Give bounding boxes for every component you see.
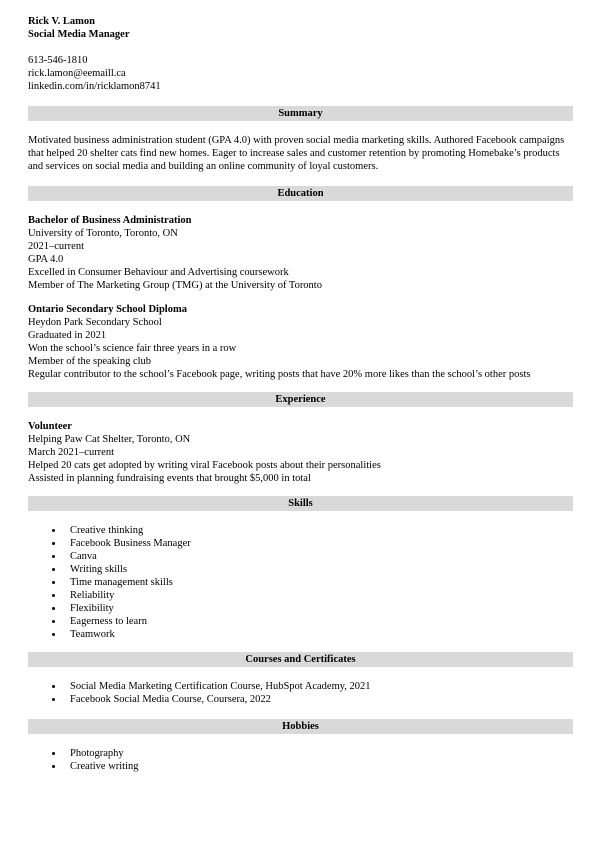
education-line: 2021–current: [28, 241, 84, 252]
list-item: • Creative writing: [64, 760, 573, 773]
degree-title: Ontario Secondary School Diploma: [28, 304, 187, 315]
resume-header: [28, 15, 573, 41]
list-item: • Teamwork: [64, 628, 573, 641]
education-line: Regular contributor to the school’s Facebook page, writing posts that have 20% more likes than the school’s other posts: [28, 369, 531, 380]
section-heading-courses: Courses and Certificates: [28, 652, 573, 667]
section-heading-skills: Skills: [28, 496, 573, 511]
list-item: • Photography: [64, 747, 573, 760]
list-item: • Flexibility: [64, 602, 573, 615]
experience-line: Helped 20 cats get adopted by writing viral Facebook posts about their personalities: [28, 460, 381, 471]
list-item: • Writing skills: [64, 563, 573, 576]
spacer: [28, 511, 573, 524]
education-line: University of Toronto, Toronto, ON: [28, 228, 178, 239]
experience-entry: [28, 420, 573, 485]
education-line: Member of The Marketing Group (TMG) at the University of Toronto: [28, 280, 322, 291]
education-line: Member of the speaking club: [28, 356, 152, 367]
person-name: Rick V. Lamon: [28, 16, 96, 27]
list-item: • Time management skills: [64, 576, 573, 589]
section-heading-education: Education: [28, 186, 573, 201]
contact-block: [28, 54, 573, 93]
section-heading-hobbies: Hobbies: [28, 719, 573, 734]
spacer: [28, 292, 573, 303]
list-item: • Reliability: [64, 589, 573, 602]
contact-email: rick.lamon@eemaill.ca: [28, 68, 126, 79]
list-item: • Social Media Marketing Certification Course, HubSpot Academy, 2021: [64, 680, 573, 693]
spacer: [28, 381, 573, 392]
spacer: [28, 121, 573, 134]
summary-text: Motivated business administration student (GPA 4.0) with proven social media marketing skills. Authored Facebook campaigns that helped 20 shelter cats find new homes. Eager to increase sales and customer retention by promoting Homebake’s products and services on social media and building an online community of loyal customers.: [28, 135, 565, 172]
person-job-title: Social Media Manager: [28, 29, 130, 40]
list-item: • Creative thinking: [64, 524, 573, 537]
spacer: [28, 485, 573, 496]
spacer: [28, 734, 573, 747]
role-title: Volunteer: [28, 421, 72, 432]
spacer: [28, 706, 573, 719]
spacer: [28, 93, 573, 106]
list-item: • Facebook Social Media Course, Coursera, 2022: [64, 693, 573, 706]
contact-phone: 613-546-1810: [28, 55, 88, 66]
education-line: Excelled in Consumer Behaviour and Advertising coursework: [28, 267, 289, 278]
experience-line: Assisted in planning fundraising events that brought $5,000 in total: [28, 473, 311, 484]
education-entry: [28, 214, 573, 292]
list-item: • Facebook Business Manager: [64, 537, 573, 550]
spacer: [28, 407, 573, 420]
contact-linkedin: linkedin.com/in/ricklamon8741: [28, 81, 161, 92]
spacer: [28, 173, 573, 186]
courses-list: [28, 680, 573, 706]
spacer: [28, 41, 573, 54]
education-line: Won the school’s science fair three years in a row: [28, 343, 237, 354]
spacer: [28, 641, 573, 652]
degree-title: Bachelor of Business Administration: [28, 215, 192, 226]
section-heading-summary: Summary: [28, 106, 573, 121]
experience-line: March 2021–current: [28, 447, 115, 458]
list-item: • Eagerness to learn: [64, 615, 573, 628]
spacer: [28, 201, 573, 214]
hobbies-list: [28, 747, 573, 773]
section-heading-experience: Experience: [28, 392, 573, 407]
education-line: Heydon Park Secondary School: [28, 317, 162, 328]
education-entry: [28, 303, 573, 381]
skills-list: [28, 524, 573, 641]
spacer: [28, 667, 573, 680]
experience-line: Helping Paw Cat Shelter, Toronto, ON: [28, 434, 191, 445]
education-line: GPA 4.0: [28, 254, 64, 265]
list-item: • Canva: [64, 550, 573, 563]
education-line: Graduated in 2021: [28, 330, 107, 341]
